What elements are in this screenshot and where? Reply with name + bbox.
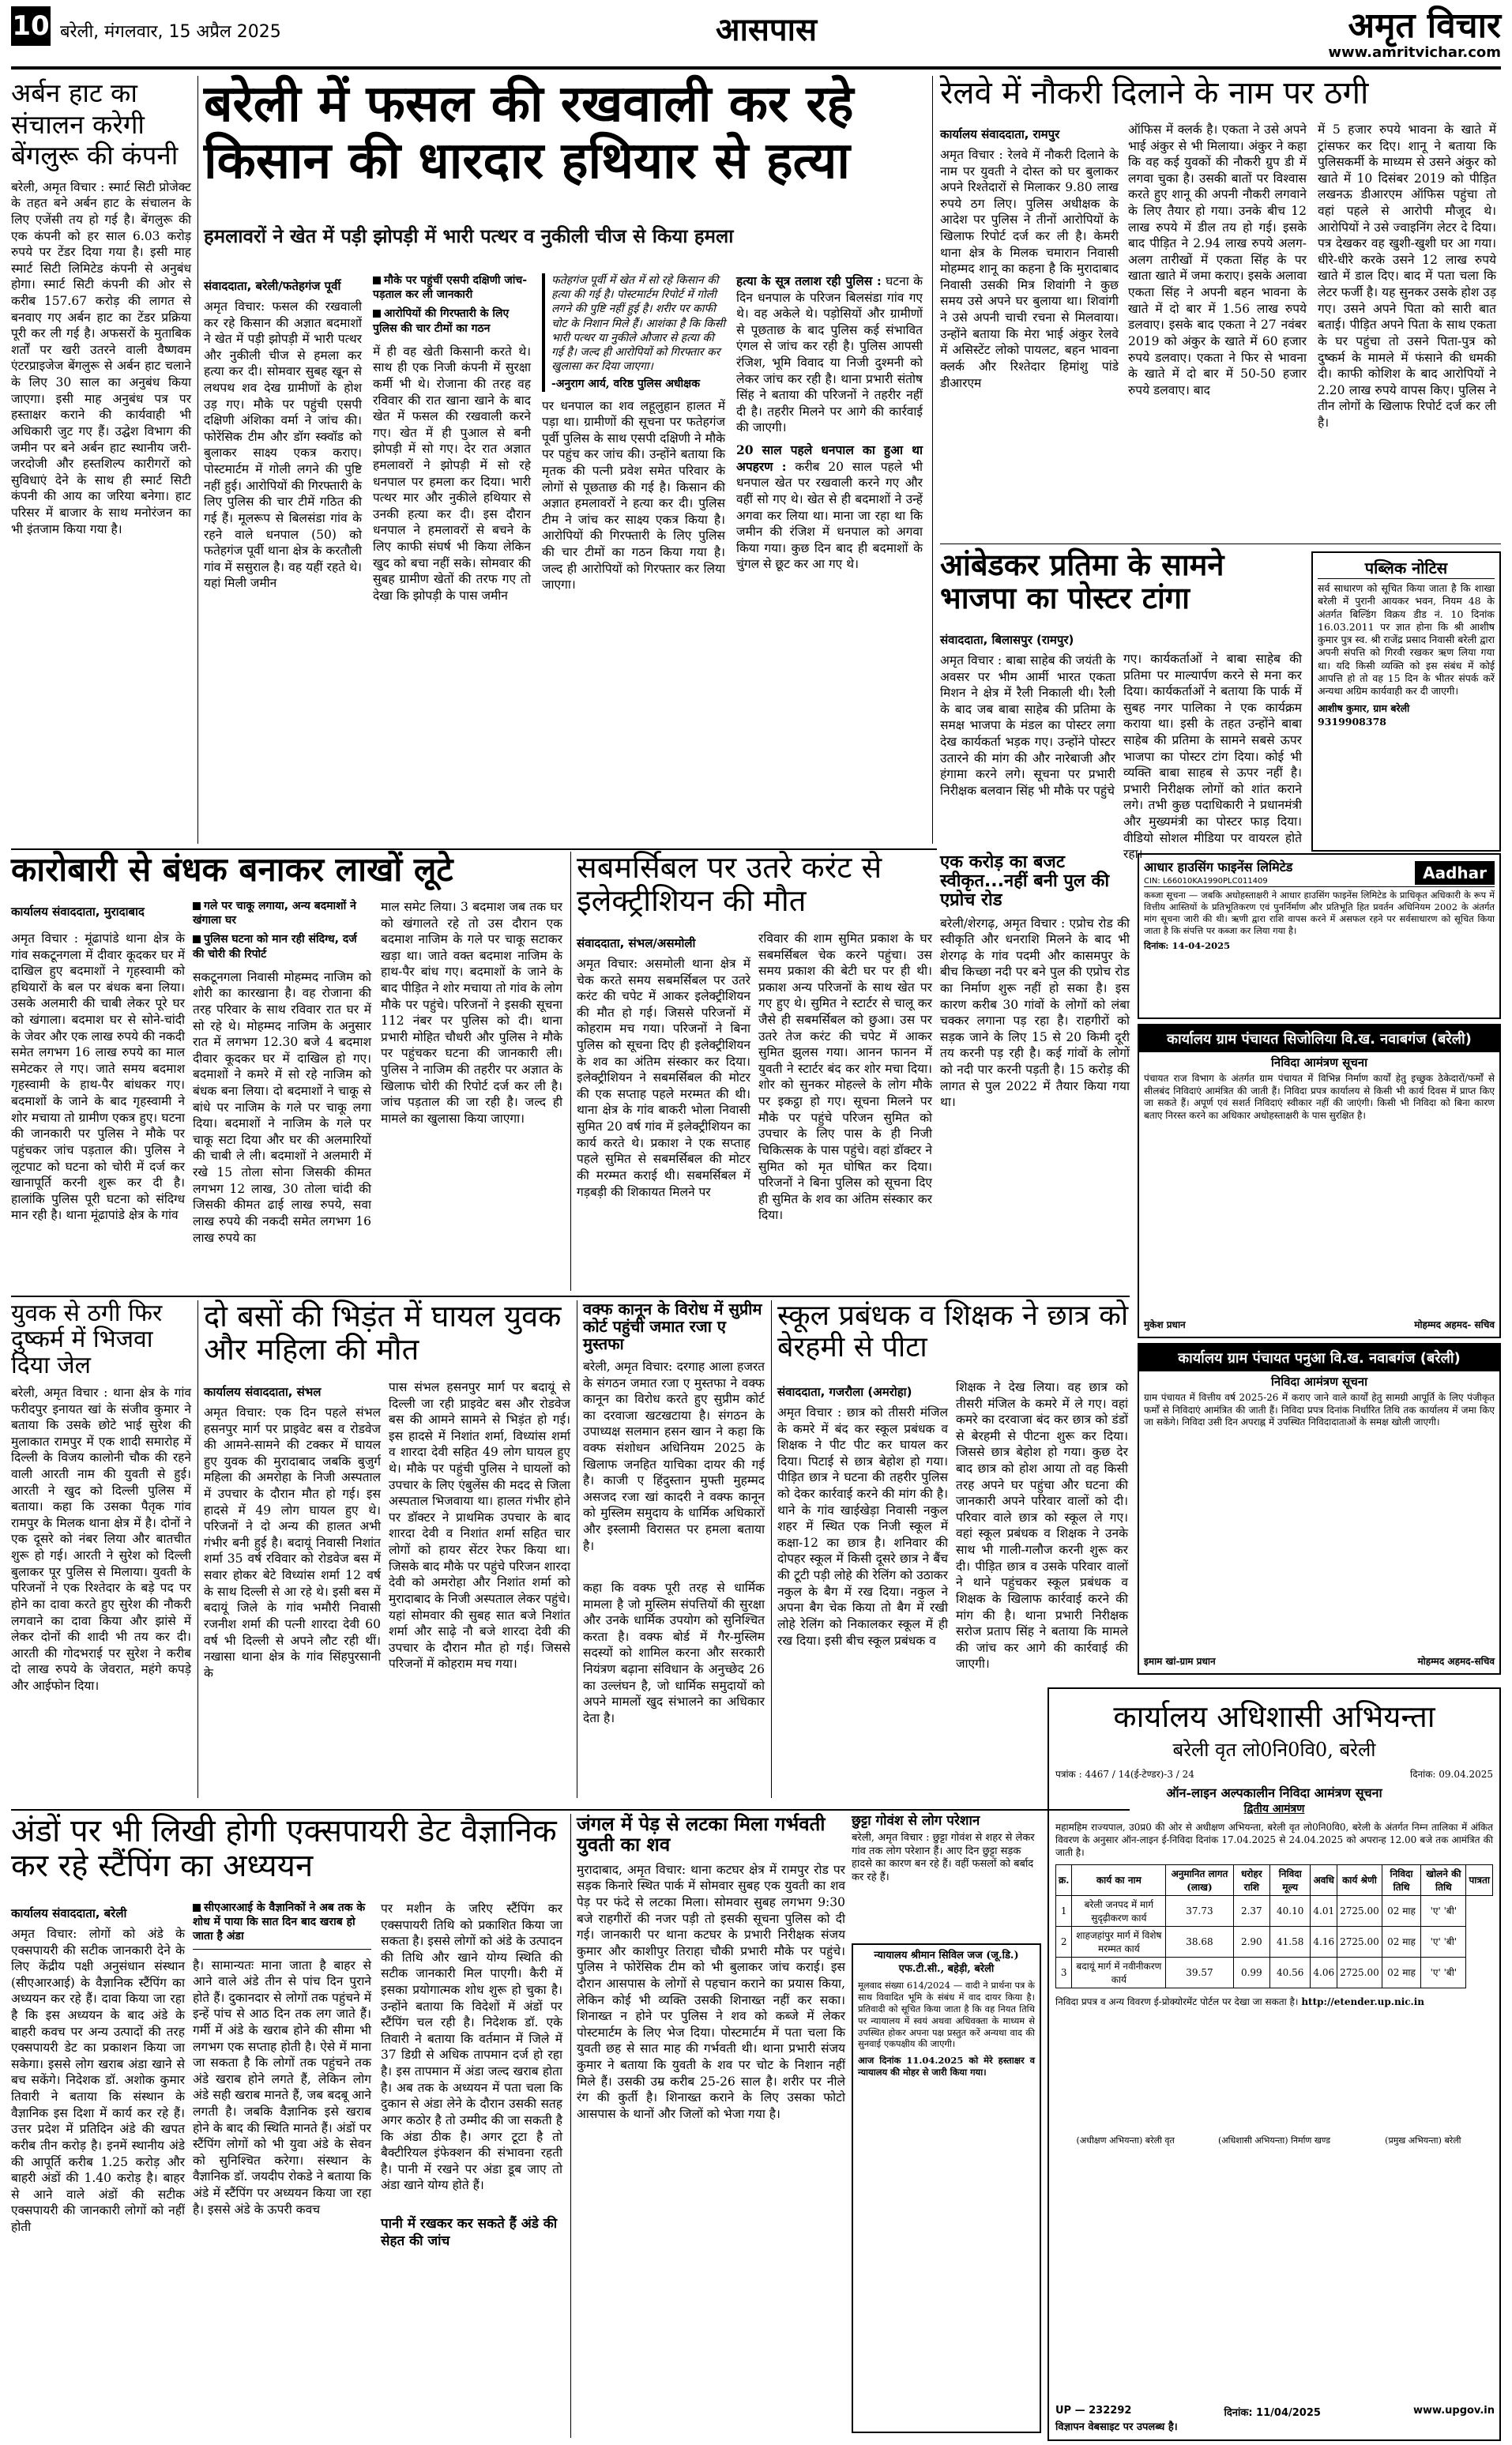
- story-body: माल समेट लिया। 3 बदमाश जब तक घर को खंगालते रहे तो उस दौरान एक बदमाश नाजिम के गले पर चाकू सटाकर खड़ा था। जाते वक्त बदमाश नाजिम के हाथ-पैर बांध गए। बदमाशों के जाने के बाद पीड़ित ने शोर मचाया तो गांव के लोग मौके पर पहुंचे। परिजनों ने इसकी सूचना 112 नंबर पर पुलिस को दी। थाना प्रभारी मोहित चौधरी और पुलिस ने मौके पर पहुंचकर घटना की जानकारी ली। पुलिस ने नाजिम की तहरीर पर अज्ञात के खिलाफ चोरी की रिपोर्ट दर्ज कर ली है। जांच पड़ताल की जा रही है। जल्द ही मामले का खुलासा किया जाएगा।: [381, 900, 562, 1126]
- pwd-notice-title: ऑन-लाइन अल्पकालीन निविदा आमंत्रण सूचना: [1166, 1785, 1382, 1800]
- story-bullet: गले पर चाकू लगाया, अन्य बदमाशों ने खंगाला घर: [193, 900, 356, 927]
- story-body: पर मशीन के जरिए स्टैंपिंग कर एक्सपायरी तिथि को प्रकाशित किया जा सकता है। इससे लोगों को अंडे के उत्पादन की तिथि और खाने योग्य स्थिति की सटीक जानकारी मिल पाएगी। कैरी में इसका प्रयोगात्मक शोध शुरू हो चुका है। उन्होंने बताया कि विदेशों में अंडों पर स्टैंपिंग चल रही है। निदेशक डॉ. एके तिवारी ने बताया कि वर्तमान में जिले में 37 डिग्री से अधिक तापमान दर्ज हो रहा है। इस तापमान में अंडा जल्द खराब होता है। अब तक के अध्ययन में पता चला कि दुकान से अंडा लेने के दौरान उसकी सतह अगर कठोर है तो उम्मीद की जा सकती है कि अंडा ठीक है। अगर टूटा है तो बैक्टीरियल इंफेक्शन की संभावना रहती है। पानी में रखने पर अंडा डूब जाए तो अंडा खाने योग्य होते हैं।: [381, 1901, 562, 2193]
- aadhar-logo: Aadhar: [1415, 861, 1495, 885]
- table-cell: 40.56: [1270, 1957, 1311, 1988]
- story-body: शिक्षक ने देख लिया। वह छात्र को तीसरी मंजिल के कमरे में ले गए। वहां कमरे का दरवाजा बंद कर छात्र को डंडों से बेरहमी से पीटना शुरू कर दिया। जिससे छात्र बेहोश हो गया। कुछ देर बाद छात्र को होश आया तो वह किसी तरह अपने घर पहुंचा और घटना की जानकारी अपने परिवार वालों को दी। परिवार वाले छात्र को स्कूल ले गए। वहां स्कूल प्रबंधक व शिक्षक ने उनके साथ भी गाली-गलौज करनी शुरू कर दी। पीड़ित छात्र व उसके परिवार वालों ने थाने पहुंचकर स्कूल प्रबंधक व शिक्षक के खिलाफ कार्रवाई करने की मांग की है। थाना प्रभारी निरीक्षक सरोज प्रताप सिंह ने बताया कि मामले की जांच कर आगे की कार्रवाई की जाएगी।: [956, 1380, 1128, 1672]
- story-body: अमृत विचार: लोगों को अंडे के एक्सपायरी की सटीक जानकारी देने के लिए केंद्रीय पक्षी अनुसंधान संस्थान (सीएआरआई) के वैज्ञानिक स्टैंपिंग का अध्ययन कर रहे हैं। दावा किया जा रहा है कि इस अध्ययन के बाद अंडे के बाहरी कवच पर अन्य उत्पादों की तरह एक्सपायरी डेट का प्रकाशन किया जा सकेगा। इससे लोग खराब अंडा खाने से बच सकेंगे। निदेशक डॉ. अशोक कुमार तिवारी ने बताया कि संस्थान के वैज्ञानिक इस दिशा में कार्य कर रहे हैं। उत्तर प्रदेश में प्रतिदिन अंडे की खपत करीब तीन करोड़ है। इनमें स्थानीय अंडे की आपूर्ति करीब 1.25 करोड़ और बाहरी अंडों की 1.40 करोड़ है। बाहर से आने वाले अंडों की सटीक एक्सपायरी की जानकारी लोगों को नहीं होती: [11, 1927, 185, 2234]
- story-body: कहा कि वक्फ पूरी तरह से धार्मिक मामला है जो मुस्लिम संपत्तियों की सुरक्षा और उनके धार्मिक उपयोग को सुनिश्चित करता है। वक्फ बोर्ड में गैर-मुस्लिम सदस्यों को शामिल करना और सरकारी नियंत्रण बढ़ाना संविधान के अनुच्छेद 26 का उल्लंघन है, जो धार्मिक समुदायों को अपने मामलों खुद संभालने का अधिकार देता है।: [583, 1581, 765, 1725]
- table-header-cell: निविदा तिथि: [1382, 1864, 1421, 1895]
- story-youth: [11, 1300, 191, 1806]
- story-trader: [11, 852, 564, 1294]
- quote-text: फतेहगंज पूर्वी में खेत में सो रहे किसान की हत्या की गई है। पोस्टमार्टम रिपोर्ट में गोली लगने की पुष्टि नहीं हुई है। शरीर पर काफी चोट के निशान मिले हैं। आशंका है कि किसी भारी पत्थर या नुकीले औजार से हत्या की गई है। जल्द ही आरोपियों को गिरफ्तार कर खुलासा कर दिया जाएगा।: [551, 274, 725, 374]
- table-header-cell: अनुमानित लागत (लाख): [1166, 1864, 1233, 1895]
- story-tree: [577, 1814, 845, 2438]
- story-cattle: [852, 1814, 1041, 1940]
- tender-signer: इमाम खां-ग्राम प्रधान: [1144, 1656, 1216, 1667]
- table-cell: 0.99: [1233, 1957, 1269, 1988]
- col-rule: [197, 1300, 198, 1798]
- story-byline: संवाददाता, गजरौला (अमरोहा): [777, 1385, 912, 1399]
- lead-col4-heading: हत्या के सूत्र तलाश रही पुलिस :: [736, 273, 882, 288]
- lead-col4: [736, 273, 923, 834]
- story-byline: कार्यालय संवाददाता, मुरादाबाद: [11, 905, 145, 919]
- story-heading: कारोबारी से बंधक बनाकर लाखों लूटे: [11, 850, 453, 889]
- story-body: बरेली, अमृत विचार: दरगाह आला हजरत के संगठन जमात रजा ए मुस्तफा ने वक्फ कानून का विरोध करते हुए सुप्रीम कोर्ट का दरवाजा खटखटाया है। संगठन के उपाध्यक्ष सलमान हसन खान ने कहा कि वक्फ संशोधन अधिनियम 2025 के खिलाफ जनहित याचिका दायर की गई है। काजी ए हिंदुस्तान मुफ्ती मुहम्मद असजद रजा खां कादरी ने वक्फ कानून को मुस्लिम समुदाय के धार्मिक अधिकारों और इस्लामी विरासत पर हमला बताया है।: [583, 1360, 765, 1553]
- table-cell: 02 माह: [1382, 1895, 1421, 1926]
- tender-body: पंचायत राज विभाग के अंतर्गत ग्राम पंचायत में विभिन्न निर्माण कार्यों हेतु इच्छुक ठेकेदारों/फर्मों से सीलबंद निविदाएं आमंत्रित की जाती हैं। निविदा प्रपत्र कार्यालय से किसी भी कार्य दिवस में प्राप्त किए जा सकते हैं। अपूर्ण एवं सशर्त निविदाएं स्वीकार नहीं की जाएंगी। किसी भी निविदा को बिना कारण बताए निरस्त करने का अधिकार अधोहस्ताक्षरी के पास सुरक्षित है।: [1144, 1073, 1495, 1121]
- story-heading: रेलवे में नौकरी दिलाने के नाम पर ठगी: [940, 75, 1369, 111]
- table-header-cell: अवधि: [1311, 1864, 1337, 1895]
- story-bullet: पुलिस घटना को मान रही संदिग्ध, दर्ज की चोरी की रिपोर्ट: [193, 933, 357, 961]
- story-heading: छुट्टा गोवंश से लोग परेशान: [852, 1813, 980, 1829]
- pwd-portal-link[interactable]: http://etender.up.nic.in: [1301, 1995, 1425, 2007]
- story-heading: एक करोड़ का बजट स्वीकृत...नहीं बनी पुल की एप्रोच रोड: [940, 852, 1110, 911]
- tender-subtitle: निविदा आमंत्रण सूचना: [1270, 1055, 1368, 1070]
- table-cell: 2.90: [1233, 1926, 1269, 1957]
- table-cell: 'ए' 'बी': [1421, 1926, 1466, 1957]
- story-body: अमृत विचार : रेलवे में नौकरी दिलाने के नाम पर युवती ने दोस्त को घर बुलाकर अपने रिश्तेदारों से मिलाकर 9.80 लाख रुपये ठग लिए। पुलिस अधीक्षक के आदेश पर पुलिस ने तीनों आरोपियों के खिलाफ रिपोर्ट दर्ज कर ली है। केमरी थाना क्षेत्र के मिलक चमारान निवासी मोहम्मद शानू का कहना है कि मुरादाबाद निवासी उसकी मित्र शिवांगी ने कुछ समय उसे अपने घर बुलाया था। शिवांगी ने उसे अपनी चाची रचना से मिलवाया। उन्होंने बताया कि मेरा भाई अंकुर रेलवे में असिस्टेंट लोको पायलट, बहन भावना क्लर्क और रिश्तेदार हिमांशु पांडे डीआरएम: [940, 148, 1119, 390]
- story-road: [940, 853, 1130, 1174]
- story-body: पास संभल हसनपुर मार्ग पर बदायूं से दिल्ली जा रही प्राइवेट बस और रोडवेज बस की आमने सामने से भिड़ंत हो गई। इस हादसे में निशांत शर्मा, विध्यांस शर्मा व शारदा देवी सहित 49 लोग घायल हुए थे। मौके पर पहुंची पुलिस ने घायलों को उपचार के लिए एंबुलेंस की मदद से जिला अस्पताल भिजवाया था। हालत गंभीर होने पर डॉक्टर ने प्राथमिक उपचार के बाद शारदा देवी व निशांत शर्मा सहित चार लोगों को हायर सेंटर रेफर किया था। जिसके बाद मौके पर पहुंचे परिजन शारदा देवी को अमरोहा और निशांत शर्मा को मुरादाबाद के निजी अस्पताल लेकर पहुंचे। यहां सोमवार की सुबह सात बजे निशांत शर्मा और साढ़े नौ बजे शारदा देवी की उपचार के दौरान मौत हो गई। जिससे परिजनों में कोहराम मच गया।: [389, 1380, 570, 1672]
- website-link[interactable]: www.amritvichar.com: [1328, 44, 1501, 61]
- story-body: में 5 हजार रुपये भावना के खाते में ट्रांसफर कर दिए। शानू ने बताया कि पुलिसकर्मी के माध्यम से उसने अंकुर को खाते में 10 दिसंबर 2019 को पीड़ित लखनऊ डीआरएम ऑफिस पहुंचा तो वहां पहले से आरोपी मौजूद थे। आरोपियों ने उसे ज्वाइनिंग लेटर दे दिया। पत्र देखकर वह खुशी-खुशी घर आ गया। धीरे-धीरे करके उसने 12 लाख रुपये खाते में डाल दिए। बाद में पता चला कि लेटर फर्जी है। यह सुनकर उसके होश उड़ गए। उसने अपने पिता को सारी बात बताई। पीड़ित अपने पिता के साथ एकता के घर पहुंचा तो उसने पिता-पुत्र को दुष्कर्म के मामले में फंसाने की धमकी दी। काफी कोशिश के बाद आरोपियों ने 2.20 लाख रुपये वापस किए। पुलिस ने तीन लोगों के खिलाफ रिपोर्ट दर्ज कर ली है।: [1318, 122, 1496, 430]
- story-body: सकटूनगला निवासी मोहम्मद नाजिम को शोरी का कारखाना है। वह रोजाना की तरह परिवार के साथ रविवार रात घर में सो रहे थे। मोहम्मद नाजिम के अनुसार रात में लगभग 12.30 बजे 4 बदमाश दीवार कूदकर घर में दाखिल हो गए। बदमाशों ने कमरे में सो रहे नाजिम को बंधक बना लिया। दो बदमाशों ने चाकू से बांधे पर नाजिम के गले पर चाकू लगा दिया। बदमाशों ने नाजिम के गले पर चाकू सटा दिया और घर की अलमारियों की चाबी ले ली। बदमाशों ने अलमारी में रखे 15 तोला सोना जिसकी कीमत लगभग 12 लाख, 30 तोला चांदी की जिसकी कीमत ढाई लाख रुपये, सवा लाख रुपये की नकदी समेत लगभग 16 लाख रुपये का: [193, 969, 371, 1245]
- aadhar-notice: [1138, 853, 1501, 1019]
- lead-subheadline: हमलावरों ने खेत में पड़ी झोपड़ी में भारी पत्थर व नुकीली चीज से किया हमला: [204, 225, 734, 247]
- story-body: गए। कार्यकर्ताओं ने बाबा साहेब की प्रतिमा पर माल्यार्पण करने से मना कर दिया। कार्यकर्ताओं ने बताया कि पार्क में सुबह नगर पालिका ने एक कार्यक्रम कराया था। इसी के तहत उन्होंने बाबा साहेब की प्रतिमा के सामने सबसे ऊपर भाजपा का पोस्टर टांग दिया। कोई भी व्यक्ति बाबा साहब से ऊपर नहीं है। प्रभारी निरीक्षक लोगों को शांत कराने लगे। तभी कुछ पदाधिकारी ने प्रधानमंत्री और मुख्यमंत्री का पोस्टर फाड़ दिया। वीडियो सोशल मीडिया पर वायरल होते रहा।: [1123, 652, 1302, 862]
- quote-author: -अनुराग आर्य, वरिष्ठ पुलिस अधीक्षक: [551, 378, 700, 391]
- table-cell: 37.73: [1166, 1895, 1233, 1926]
- pwd-date: दिनांक: 09.04.2025: [1409, 1769, 1493, 1780]
- lead-body: पर धनपाल का शव लहूलुहान हालत में पड़ा था। ग्रामीणों की सूचना पर फतेहगंज पूर्वी पुलिस के साथ एसपी दक्षिणी ने मौके पर पहुंच कर जांच की। उन्होंने बताया कि मृतक की पत्नी प्रवेश समेत परिवार के लोगों से पूछताछ की गई है। किसान की अज्ञात हमलावरों ने हत्या कर दी। पुलिस टीम ने जांच कर साक्ष्य एकत्र किया है। आरोपियों की गिरफ्तारी के लिए पुलिस की चार टीमों का गठन किया गया है। जल्द ही आरोपियों को गिरफ्तार कर लिया जाएगा।: [542, 398, 725, 592]
- tender-sijoliya: [1138, 1024, 1501, 1338]
- tender-signer: मोहम्मद अहमद-सचिव: [1417, 1656, 1495, 1667]
- story-heading: अंडों पर भी लिखी होगी एक्सपायरी डेट वैज्ञानिक कर रहे स्टैंपिंग का अध्ययन: [11, 1813, 557, 1884]
- public-notice: [1311, 551, 1501, 852]
- table-cell: 40.10: [1270, 1895, 1311, 1926]
- table-cell: 1: [1056, 1895, 1072, 1926]
- table-cell: 4.01: [1311, 1895, 1337, 1926]
- table-cell: 4.16: [1311, 1926, 1337, 1957]
- lead-col1: [204, 273, 362, 834]
- col-rule: [570, 1814, 571, 2438]
- story-body: बरेली, अमृत विचार : स्मार्ट सिटी प्रोजेक्ट के तहत बने अर्बन हाट के संचालन के लिए एजेंसी तय हो गई है। बेंगलुरू की एक कंपनी को हर साल 6.03 करोड़ रुपये पर टेंडर दिया गया है। इसी माह स्मार्ट सिटी लिमिटेड कंपनी से अनुबंध होगा। स्मार्ट सिटी कंपनी की ओर से करीब 157.67 करोड़ की लागत से बनवाए गए अर्बन हाट का टेंडर प्रक्रिया पूरी कर ली गई है। अफसरों के मुताबिक शर्तों पर खरी उतरने वाली वैष्णवम एंटरप्राइजेज बेंगलुरू से अर्बन हाट चलाने के लिए 30 साल का अनुबंध किया जाएगा। इसी माह अनुबंध पत्र पर हस्ताक्षर कराने की कार्यवाही भी अधिकारी जुट गए हैं। उद्घेश विभाग की जमीन पर बने अर्बन हाट स्थानीय जरी-जरदोजी और हस्तशिल्प कारीगरों को सुविधाएं देने के साथ ही स्मार्ट सिटी कंपनी की आय का जरिया बनेगा। हाट परिसर में बाजार के साथ मनोरंजन का भी इंतजाम किया गया है।: [11, 179, 191, 536]
- tender-band: कार्यालय ग्राम पंचायत सिजोलिया वि.ख. नवाबगंज (बरेली): [1139, 1025, 1499, 1052]
- notice-body: कब्जा सूचना — जबकि अधोहस्ताक्षरी ने आधार हाउसिंग फाइनेंस लिमिटेड के प्राधिकृत अधिकारी के रूप में वित्तीय आस्तियों के प्रतिभूतिकरण एवं पुनर्निर्माण और प्रतिभूति हित प्रवर्तन अधिनियम 2002 के अंतर्गत मांग सूचना जारी की थी। ऋणी द्वारा राशि वापस करने में असफल रहने पर सर्वसाधारण को सूचित किया जाता है कि संपत्ति पर कब्जा कर लिया गया है।: [1144, 889, 1495, 936]
- table-cell: 4.06: [1311, 1957, 1337, 1988]
- pwd-up-date: दिनांक: 11/04/2025: [1224, 2407, 1321, 2419]
- col-rule: [932, 76, 933, 844]
- lead-body: अमृत विचार: फसल की रखवाली कर रहे किसान की अज्ञात बदमाशों ने खेत में पड़ी झोपड़ी में भारी पत्थर और नुकीली चीज से हमला कर हत्या कर दी। सोमवार सुबह खून से लथपथ शव देख ग्रामीणों के होश उड़ गए। मौके पर पहुंची एसपी दक्षिणी अंशिका वर्मा ने जांच की। फोरेंसिक टीम और डॉग स्क्वॉड को बुलाकर साक्ष्य एकत्र कराए। पोस्टमार्टम में गोली लगने की पुष्टि नहीं हुई। आरोपियों की गिरफ्तारी के लिए पुलिस की चार टीमें गठित की गई हैं। मूलरूप से बिलसंडा गांव के रहने वाले धनपाल (50) को फतेहगंज पूर्वी थाना क्षेत्र के करतौली गांव में ससुराल है। वह यहीं रहते थे। यहां मिली जमीन: [204, 299, 362, 591]
- table-cell: शाहजहांपुर मार्ग में विशेष मरम्मत कार्य: [1072, 1926, 1166, 1957]
- notice-date: आज दिनांक 11.04.2025 को मेरे हस्ताक्षर व न्यायालय की मोहर से जारी किया गया।: [858, 2055, 1035, 2078]
- table-cell: 41.58: [1270, 1926, 1311, 1957]
- story-heading: स्कूल प्रबंधक व शिक्षक ने छात्र को बेरहमी से पीटा: [777, 1300, 1129, 1364]
- table-cell: 'ए' 'बी': [1421, 1895, 1466, 1926]
- lead-body: में ही वह खेती किसानी करते थे। साथ ही एक निजी कंपनी में सुरक्षा कर्मी भी थे। रोजाना की तरह वह रविवार की रात खाना खाने के बाद खेत में फसल की रखवाली करने गए। खेत में ही पुआल से बनी झोपड़ी में सो गए। देर रात अज्ञात हमलावरों ने झोपड़ी में सो रहे धनपाल पर हमला कर दिया। भारी पत्थर मार और नुकीले हथियार से उनकी हत्या कर दी। इस दौरान धनपाल ने हमलावरों से बचने के लिए काफी संघर्ष भी किया लेकिन खुद को बचा नहीं सके। सोमवार की सुबह ग्रामीण खेतों की तरफ गए तो देखा कि झोपड़ी के पास जमीन: [373, 344, 531, 603]
- section-rule: [11, 1296, 1130, 1297]
- pwd-invitation: द्वितीय आमंत्रण: [1243, 1803, 1305, 1815]
- lead-col4-heading: 20 साल पहले धनपाल का हुआ था अपहरण :: [736, 442, 923, 474]
- table-cell: 3: [1056, 1957, 1072, 1988]
- story-bullet: पानी में रखकर कर सकते हैं अंडे की सेहत की जांच: [381, 2216, 558, 2250]
- table-cell: 38.68: [1166, 1926, 1233, 1957]
- pwd-website[interactable]: www.upgov.in: [1413, 2405, 1495, 2417]
- story-electrician: [577, 852, 932, 1294]
- story-body: अमृत विचार : बाबा साहेब की जयंती के अवसर पर भीम आर्मी भारत एकता मिशन ने क्षेत्र में रैली निकाली थी। रैली के बाद जब बाबा साहेब की प्रतिमा के समक्ष भाजपा के मंडल का पोस्टर लगा देख कार्यकर्ता भड़क गए। उन्होंने पोस्टर उतारने की मांग की और नारेबाजी और हंगामा करने लगे। सूचना पर प्रभारी निरीक्षक बलवान सिंह भी मौके पर पहुंचे: [940, 653, 1115, 798]
- story-urban-haat: [11, 77, 191, 891]
- masthead: [0, 0, 1512, 73]
- table-cell: 'ए' 'बी': [1421, 1957, 1466, 1988]
- story-bullet: सीएआरआई के वैज्ञानिकों ने अब तक के शोध में पाया कि सात दिन बाद खराब हो जाता है अंडा: [193, 1901, 371, 1950]
- lead-quote: [542, 273, 725, 392]
- story-heading: आंबेडकर प्रतिमा के सामने भाजपा का पोस्टर टांगा: [940, 547, 1224, 615]
- story-railway: [940, 76, 1501, 542]
- story-buses: [204, 1300, 572, 1806]
- story-body: है। सामान्यतः माना जाता है बाहर से आने वाले अंडे तीन से पांच दिन पुराने होते हैं। दुकानदार से लोगों तक पहुंचने में इन्हें पांच से आठ दिन तक लग जाते हैं। गर्मी में अंडे के खराब होने की सीमा भी लगभग एक सप्ताह होती है। ऐसे में माना जा सकता है कि लोगों तक पहुंचने तक अंडे खराब होने लगते हैं, लेकिन लोग अंडे सही खराब मानते हैं, जब बदबू आने लगती है। जबकि वैज्ञानिक इसे खराब होने के बाद की स्थिति मानते हैं। अंडों पर स्टैंपिंग लोगों को भी युवा अंडे के सेवन को सुनिश्चित करेगा। संस्थान के वैज्ञानिक डॉ. जयदीप रोकडे ने बताया कि अंडे में स्टैंपिंग पर अध्ययन किया जा रहा है। इससे अंडे के ऊपरी कवच: [193, 1958, 371, 2217]
- notice-date: दिनांक: 14-04-2025: [1144, 939, 1231, 951]
- col-rule: [570, 852, 571, 1291]
- table-header-cell: खोलने की तिथि: [1421, 1864, 1466, 1895]
- tender-panua: [1138, 1343, 1501, 1675]
- section-title: आसपास: [715, 11, 818, 48]
- story-byline: कार्यालय संवाददाता, संभल: [204, 1385, 322, 1399]
- lead-body: घटना के दिन धनपाल के परिजन बिलसंडा गांव गए थे। वह अकेले थे। पड़ोसियों और ग्रामीणों से पूछताछ के बाद पुलिस कई संभावित एंगल से जांच कर रही है। पुलिस आपसी रंजिश, भूमि विवाद या निजी दुश्मनी को लेकर जांच कर रही है। थाना प्रभारी संतोष सिंह ने बताया की परिजनों ने तहरीर नहीं दी है। तहरीर मिलने पर आगे की कार्रवाई की जाएगी।: [736, 274, 923, 435]
- table-cell: 02 माह: [1382, 1926, 1421, 1957]
- story-body: मुरादाबाद, अमृत विचार: थाना कटघर क्षेत्र में रामपुर रोड पर सड़क किनारे स्थित पार्क में सोमवार सुबह एक युवती का शव पेड़ पर फंदे से लटका मिला। सोमवार सुबह लगभग 9:30 बजे राहगीरों की नजर पड़ी तो इसकी सूचना पुलिस को दी गई। जानकारी पर थाना कटघर के प्रभारी निरीक्षक संजय कुमार और काशीपुर तिराहा चौकी प्रभारी मौके पर पहुंचे। पुलिस ने फोरेंसिक टीम को भी बुलाकर जांच कराई। इस दौरान आसपास के लोगों से पहचान कराने का प्रयास किया, लेकिन कोई भी व्यक्ति उसकी शिनाख्त नहीं कर सका। शिनाख्त न होने पर पुलिस ने शव को कब्जे में लेकर पोस्टमार्टम के लिए भेज दिया। पोस्टमार्टम में पता चला कि युवती छह से सात माह की गर्भवती थी। थाना प्रभारी संजय कुमार ने बताया कि युवती के शव पर चोट के निशान नहीं मिले हैं। उसकी उम्र करीब 25-26 साल है। शरीर पर नीले रंग की कुर्ती है। शिनाख्त कराने के लिए उसका फोटो आसपास के थानों और जिलों को भेजा गया है।: [577, 1862, 845, 2121]
- table-header-cell: कार्य का नाम: [1072, 1864, 1166, 1895]
- pwd-table: [1055, 1864, 1493, 1988]
- table-header-cell: निविदा मूल्य: [1270, 1864, 1311, 1895]
- brand-logo: अमृत विचार: [1348, 6, 1501, 46]
- story-heading: सबमर्सिबल पर उतरे करंट से इलेक्ट्रीशियन की मौत: [577, 850, 882, 918]
- pwd-ref: पत्रांक : 4467 / 14(ई-टेण्डर)-3 / 24: [1055, 1769, 1194, 1780]
- story-byline: कार्यालय संवाददाता, बरेली: [11, 1906, 127, 1920]
- tender-signer: मुकेश प्रधान: [1144, 1319, 1186, 1330]
- notice-title: आधार हाउसिंग फाइनेंस लिमिटेड: [1144, 860, 1293, 875]
- notice-title: न्यायालय श्रीमान सिविल जज (जू.डि.) एफ.टी.सी., बहेड़ी, बरेली: [874, 1950, 1019, 1975]
- story-lead: [204, 76, 927, 846]
- date-line: बरेली, मंगलवार, 15 अप्रैल 2025: [60, 22, 281, 42]
- story-body: अमृत विचार: एक दिन पहले संभल हसनपुर मार्ग पर प्राइवेट बस व रोडवेज की आमने-सामने की टक्कर में घायल हुए युवक की मुरादाबाद जबकि बुजुर्ग महिला की अमरोहा के निजी अस्पताल में उपचार के दौरान मौत हो गई। इस हादसे में 49 लोग घायल हुए थे। परिजनों ने दो अन्य की हालत अभी गंभीर बनी हुई है। बदायूं निवासी निशांत शर्मा 35 वर्ष रविवार को रोडवेज बस में सवार होकर बेटे विध्यांस शर्मा 12 वर्ष के साथ दिल्ली से आ रहे थे। इसी बस में बदायूं जिले के गांव भमौरी निवासी रजनीश शर्मा की पत्नी शारदा देवी 60 वर्ष भी दिल्ली से अपने लौट रही थीं। नखासा थाना क्षेत्र के गांव सिंहपुरसानी के: [204, 1405, 381, 1680]
- story-heading: युवक से ठगी फिर दुष्कर्म में भिजवा दिया जेल: [11, 1300, 163, 1379]
- table-cell: बरेली जनपद में मार्ग सुदृढ़ीकरण कार्य: [1072, 1895, 1166, 1926]
- story-body: बरेली, अमृत विचार : थाना क्षेत्र के गांव फरीदपुर इनायत खां के संजीव कुमार ने बताया कि उसके छोटे भाई सुरेश की मुलाकात रामपुर में एक शादी समारोह में दिल्ली के विजय कालोनी चौक की रहने वाली आरती नाम की युवती से हुई। आरती ने खुद को दिल्ली पुलिस में बताया। कहा कि उसका पैतृक गांव रामपुर के मिलक थाना क्षेत्र में है। दोनों ने एक दूसरे को नंबर लिया और बातचीत शुरू हो गई। आरती ने सुरेश को दिल्ली बुलाकर पूर पुलिस से मिलाया। युवती के परिजनों ने एक रिश्तेदार के बड़े पद पर होने का दावा करते हुए सुरेश की नौकरी लगवाने का दावा किया और झांसे में लेकर दोनों की शादी भी तय कर दी। आरती की गोदभराई पर सुरेश ने करीब दो लाख रुपये के जेवरात, महंगे कपड़े और आईफोन दिया।: [11, 1386, 191, 1693]
- story-byline: संवाददाता, बिलासपुर (रामपुर): [940, 633, 1074, 647]
- table-cell: 2.37: [1233, 1895, 1269, 1926]
- tender-band: कार्यालय ग्राम पंचायत पनुआ वि.ख. नवाबगंज (बरेली): [1139, 1345, 1499, 1371]
- notice-signer: आशीष कुमार, ग्राम बरेली: [1318, 702, 1410, 715]
- table-row: [1056, 1926, 1493, 1957]
- story-byline: कार्यालय संवाददाता, रामपुर: [940, 127, 1060, 141]
- table-header-cell: पात्रता: [1466, 1864, 1493, 1895]
- story-eggs: [11, 1814, 564, 2438]
- notice-title: पब्लिक नोटिस: [1318, 558, 1495, 579]
- col-rule: [197, 76, 198, 844]
- story-body: रविवार की शाम सुमित प्रकाश के घर सबमर्सिबल चेक करने पहुंचा। उस समय प्रकाश की बेटी घर पर ही थी। प्रकाश अन्य परिजनों के साथ खेत पर गए हुए थे। सुमित ने स्टार्टर से चालू कर जैसे ही सबमर्सिबल को छुआ। उस पर उतरे तेज करंट की चपेट में आकर सुमित झुलस गया। आनन फानन में युवती ने स्टार्टर बंद कर शोर मचा दिया। शोर को सुनकर मोहल्ले के लोग मौके पर इकट्ठा हो गए। सूचना मिलने पर मौके पर पहुंचे परिजन सुमित को उपचार के लिए पास के ही निजी चिकित्सक के पास पहुंचे। वहां डॉक्टर ने सुमित को मृत घोषित कर दिया। परिजनों ने बिना पुलिस को सूचना दिए ही सुमित के शव का अंतिम संस्कार कर दिया।: [758, 931, 932, 1223]
- table-cell: 2725.00: [1337, 1926, 1382, 1957]
- table-cell: 39.57: [1166, 1957, 1233, 1988]
- story-byline: संवाददाता, संभल/असमोली: [577, 936, 696, 950]
- story-body: अमृत विचार : छात्र को तीसरी मंजिल के कमरे में बंद कर स्कूल प्रबंधक व शिक्षक ने पीट पीट कर घायल कर दिया। पिटाई से छात्र बेहोश हो गया। पीड़ित छात्र ने घटना की तहरीर पुलिस को देकर कार्रवाई करने की मांग की है। थाने के गांव खाईखेड़ा निवासी नकुल शहर में स्थित एक निजी स्कूल में कक्षा-12 का छात्र है। शनिवार की दोपहर स्कूल में किसी दूसरे छात्र ने बैंच की टूटी पड़ी लोहे की रेलिंग को उठाकर नकुल के बैग में रख दिया। नकुल ने अपना बैग चेक किया तो बैग में रखी लोहे रेलिंग को निकालकर स्कूल में ही रख दिया। इसी बीच स्कूल प्रबंधक व: [777, 1405, 948, 1648]
- pwd-heading: कार्यालय अधिशासी अभियन्ता: [1113, 1699, 1435, 1734]
- story-heading: अर्बन हाट का संचालन करेगी बेंगलुरू की कंपनी: [11, 77, 179, 171]
- tender-subtitle: निविदा आमंत्रण सूचना: [1270, 1375, 1368, 1389]
- table-header-cell: क्र.: [1056, 1864, 1072, 1895]
- tender-body: ग्राम पंचायत में वित्तीय वर्ष 2025-26 में कराए जाने वाले कार्यों हेतु सामग्री आपूर्ति के लिए पंजीकृत फर्मों से निविदाएं आमंत्रित की जाती हैं। निविदा प्रपत्र दिनांक निर्धारित तिथि तक कार्यालय में जमा किए जा सकेंगे। निविदा उसी दिन अपराह्न में उपस्थित निविदादाताओं के समक्ष खोली जाएगी।: [1144, 1392, 1495, 1428]
- lead-col3: [542, 273, 725, 834]
- table-cell: 2725.00: [1337, 1895, 1382, 1926]
- table-row: [1056, 1957, 1493, 1988]
- story-body: अमृत विचार : मूंढापांडे थाना क्षेत्र के गांव सकटूनगला में दीवार कूदकर घर में दाखिल हुए बदमाशों ने गृहस्वामी को हथियारों के बल पर बंधक बना लिया। उसके अलमारी की चाबी लेकर पूरे घर को खंगाला। बदमाश घर से सोने-चांदी के जेवर और एक लाख रुपये की नकदी समेत लगभग 16 लाख रुपये का माल समेटकर ले गए। जाते समय बदमाश गृहस्वामी के हाथ-पैर बांधकर गए। बदमाशों के जाने के बाद गृहस्वामी ने शोर मचाया तो ग्रामीण एकत्र हुए। घटना की जानकारी पर पुलिस ने मौके पर पहुंचकर जांच पड़ताल की। पुलिस ने लूटपाट को घटना को चोरी में दर्ज कर खानापूर्ति करनी शुरू कर दी है। हालांकि पुलिस पूरी घटना को संदिग्ध मान रही है। थाना मूंढापांडे क्षेत्र के गांव: [11, 931, 185, 1223]
- lead-bullet: आरोपियों की गिरफ्तारी के लिए पुलिस की चार टीमों का गठन: [373, 307, 510, 335]
- pwd-ad-label: विज्ञापन वेबसाइट पर उपलब्ध है।: [1055, 2421, 1178, 2433]
- notice-body: मूलवाद संख्या 614/2024 — वादी ने प्रार्थना पत्र के साथ विवादित भूमि के संबंध में वाद दायर किया है। प्रतिवादी को सूचित किया जाता है कि वह नियत तिथि पर न्यायालय में स्वयं अथवा अधिवक्ता के माध्यम से उपस्थित होकर अपना पक्ष प्रस्तुत करें अन्यथा वाद की सुनवाई एकपक्षीय की जाएगी।: [858, 1979, 1035, 2050]
- masthead-rule: [11, 66, 1501, 70]
- lead-col2: [373, 273, 531, 834]
- story-body: बरेली, अमृत विचार : छुट्टा गोवंश से शहर से लेकर गांव तक लोग परेशान हैं। आए दिन छुट्टा सड़क हादसे का कारण बन रहे हैं। वहीं फसलों को बर्बाद कर रहे हैं।: [852, 1831, 1035, 1884]
- lead-headline: बरेली में फसल की रखवाली कर रहे किसान की धारदार हथियार से हत्या: [204, 74, 854, 190]
- tender-signer: मोहम्मद अहमद- सचिव: [1414, 1319, 1495, 1330]
- story-heading: दो बसों की भिड़ंत में घायल युवक और महिला की मौत: [204, 1299, 562, 1367]
- pwd-signer: (प्रमुख अभियन्ता) बरेली: [1385, 2135, 1461, 2146]
- table-row: [1056, 1895, 1493, 1926]
- notice-phone: 9319908378: [1318, 715, 1386, 728]
- pwd-signer: (अधिशासी अभियन्ता) निर्माण खण्ड: [1217, 2135, 1330, 2146]
- table-cell: 2725.00: [1337, 1957, 1382, 1988]
- pwd-subheading: बरेली वृत लो0नि0वि0, बरेली: [1172, 1739, 1376, 1761]
- table-cell: बदायूं मार्ग में नवीनीकरण कार्य: [1072, 1957, 1166, 1988]
- story-heading: वक्फ कानून के विरोध में सुप्रीम कोर्ट पहुंची जमात रजा ए मुस्तफा: [583, 1300, 762, 1353]
- col-rule: [771, 1300, 772, 1798]
- story-body: ऑफिस में क्लर्क है। एकता ने उसे अपने भाई अंकुर से भी मिलाया। अंकुर ने कहा कि वह कई युवकों की नौकरी ग्रुप डी में लगवा चुका है। उसकी बातों पर विश्वास करते हुए शानू की अपनी नौकरी लगवाने के लिए तैयार हो गया। उनके बीच 12 लाख रुपये में डील तय हो गई। इसके बाद पीड़ित ने 2.94 लाख रुपये अलग-अलग तारीखों में एकता सिंह के पर खाता खाते में जमा कराए। इसके अलावा एकता सिंह ने अपनी बहन भावना के खाते में दो बार में 1.56 लाख रुपये डलवाए। इसके बाद एकता ने 27 नवंबर 2019 को अंकुर के खाते में 60 हजार रुपये डलवाए। एकता ने फिर से भावना के खाते में दो बार में 50-50 हजार रुपये डलवाए। बाद: [1128, 122, 1307, 397]
- page-number: 10: [11, 6, 51, 46]
- pwd-up-code: UP — 232292: [1055, 2405, 1132, 2417]
- story-body: अमृत विचार: असमोली थाना क्षेत्र में चेक करते समय सबमर्सिबल पर उतरे करंट की चपेट में आकर इलेक्ट्रीशियन की मौत हो गई। जिससे परिजनों में कोहराम मच गया। परिजनों ने बिना पुलिस को सूचना दिए ही इलेक्ट्रीशियन के शव का अंतिम संस्कार कर दिया। इलेक्ट्रीशियन ने सबमर्सिबल की मोटर की एक सप्ताह पहले मरम्मत की थी। थाना क्षेत्र के गांव बाकरी भोला निवासी सुमित 20 वर्ष गांव में इलेक्ट्रीशियन का कार्य करते थे। प्रकाश ने एक सप्ताह पहले सुमित से सबमर्सिबल की मोटर की मरम्मत कराई थी। सबमर्सिबल में गड़बड़ी की शिकायत मिलने पर: [577, 957, 750, 1199]
- pwd-intro: महामहिम राज्यपाल, उ0प्र0 की ओर से अधीक्षण अभियन्ता, बरेली वृत लो0नि0वि0, बरेली के अंतर्गत निम्न तालिका में अंकित विवरण के अनुसार ऑन-लाइन ई-निविदा दिनांक 17.04.2025 से 24.04.2025 को अपरान्ह 12.00 बजे तक आमंत्रित की जाती है।: [1055, 1822, 1493, 1859]
- court-notice: [852, 1943, 1041, 2433]
- pwd-tender: [1047, 1687, 1501, 2441]
- pwd-footer-note: निविदा प्रपत्र व अन्य विवरण ई-प्रोक्योरमेंट पोर्टल पर देखा जा सकता है। http://etender.up.nic.in: [1055, 1995, 1425, 2007]
- pwd-signer: (अधीक्षण अभियन्ता) बरेली वृत: [1076, 2135, 1175, 2146]
- lead-byline: संवाददाता, बरेली/फतेहगंज पूर्वी: [204, 279, 341, 293]
- table-header-cell: कार्य श्रेणी: [1337, 1864, 1382, 1895]
- notice-body: सर्व साधारण को सूचित किया जाता है कि शाखा बरेली में पुरानी आयकर भवन, नियम 48 के अंतर्गत बिल्डिंग विक्रय डीड नं. 10 दिनांक 16.03.2011 पर ज्ञात होना कि श्री आशीष कुमार पुत्र स्व. श्री राजेंद्र प्रसाद निवासी बरेली द्वारा अपनी संपत्ति को गिरवी रखकर ऋण लिया गया था। यदि किसी व्यक्ति को इस संबंध में कोई आपत्ति हो तो वह 15 दिन के भीतर संपर्क करें अन्यथा अग्रिम कार्यवाही कर दी जाएगी।: [1318, 582, 1495, 697]
- table-cell: 2: [1056, 1926, 1072, 1957]
- notice-cin: CIN: L66010KA1990PLC011409: [1144, 876, 1268, 886]
- story-ambedkar: [940, 547, 1303, 862]
- table-cell: 02 माह: [1382, 1957, 1421, 1988]
- table-header-cell: धरोहर राशि: [1233, 1864, 1269, 1895]
- lead-bullet: मौके पर पहुंचीं एसपी दक्षिणी जांच- पड़ताल कर ली जानकारी: [373, 274, 528, 302]
- section-rule: [11, 1809, 1130, 1811]
- story-heading: जंगल में पेड़ से लटका मिला गर्भवती युवती का शव: [577, 1813, 826, 1856]
- lead-body: करीब 20 साल पहले भी धनपाल खेत पर रखवाली करने गए और वहीं सो गए थे। खेत से ही बदमाशों ने उन्हें अगवा कर लिया था। माना जा रहा था कि जमीन की रंजिश में धनपाल को अगवा किया गया। कुछ दिन बाद ही बदमाशों के चुंगल से छूट कर आ गए थे।: [736, 459, 923, 572]
- story-body: बरेली/शेरगढ़, अमृत विचार : एप्रोच रोड की स्वीकृति और धनराशि मिलने के बाद भी शेरगढ़ के गांव पदमी और कासमपुर के बीच किच्छा नदी पर बने पुल की एप्रोच रोड का निर्माण शुरू नहीं हो सका है। इस कारण करीब 30 गांवों के लोगों को लंबा चक्कर लगाना पड़ रहा है। राहगीरों को सड़क जाने के लिए 15 से 20 किमी दूरी तय करनी पड़ रही है। कई गांवों के लोगों को नदी पार करनी पड़ती है। 15 करोड़ की लागत से पुल 2022 में तैयार किया गया था।: [940, 916, 1130, 1110]
